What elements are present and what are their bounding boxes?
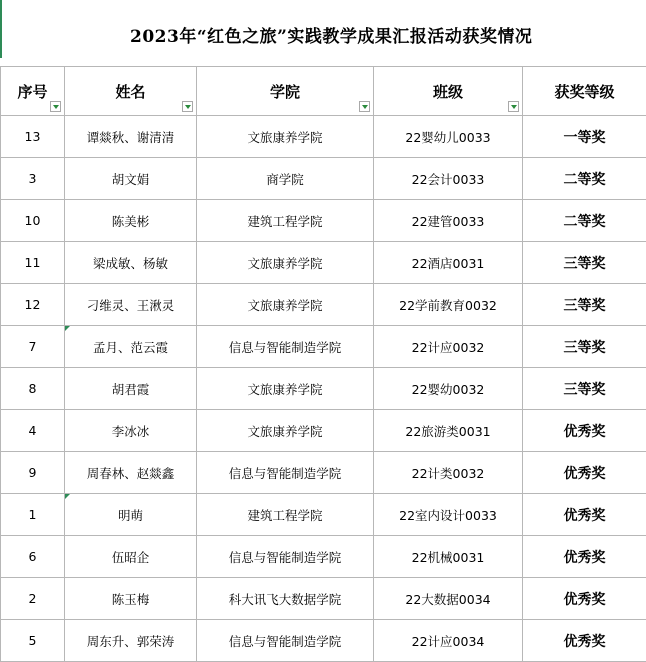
cell-college[interactable]: 文旅康养学院 <box>197 116 374 158</box>
cell-award[interactable]: 优秀奖 <box>523 536 646 578</box>
cell-award[interactable]: 优秀奖 <box>523 452 646 494</box>
cell-name[interactable]: 梁成敏、杨敏 <box>65 242 197 284</box>
header-class[interactable] <box>374 67 523 116</box>
cell-name[interactable]: 明萌 <box>65 494 197 536</box>
table-row <box>1 620 646 662</box>
cell-name[interactable]: 周春林、赵燚鑫 <box>65 452 197 494</box>
cell-award[interactable]: 优秀奖 <box>523 620 646 662</box>
header-award-label: 获奖等级 <box>554 83 614 101</box>
table-body <box>1 116 646 662</box>
cell-college[interactable]: 文旅康养学院 <box>197 242 374 284</box>
header-award[interactable] <box>523 67 646 116</box>
cell-award[interactable]: 二等奖 <box>523 200 646 242</box>
cell-no[interactable]: 1 <box>1 494 65 536</box>
cell-name[interactable]: 刁维灵、王湫灵 <box>65 284 197 326</box>
filter-dropdown-icon[interactable] <box>359 101 370 112</box>
cell-class[interactable]: 22婴幼0032 <box>374 368 523 410</box>
table-row <box>1 326 646 368</box>
cell-name[interactable]: 谭燚秋、谢清清 <box>65 116 197 158</box>
cell-no[interactable]: 5 <box>1 620 65 662</box>
cell-award[interactable]: 三等奖 <box>523 326 646 368</box>
cell-college[interactable]: 信息与智能制造学院 <box>197 326 374 368</box>
row-marker <box>0 0 2 58</box>
cell-no[interactable]: 12 <box>1 284 65 326</box>
cell-class[interactable]: 22计类0032 <box>374 452 523 494</box>
cell-college[interactable]: 建筑工程学院 <box>197 494 374 536</box>
cell-award[interactable]: 优秀奖 <box>523 578 646 620</box>
cell-class[interactable]: 22计应0032 <box>374 326 523 368</box>
header-name-label: 姓名 <box>115 83 145 101</box>
cell-name[interactable]: 李冰冰 <box>65 410 197 452</box>
cell-award[interactable]: 三等奖 <box>523 368 646 410</box>
cell-award[interactable]: 三等奖 <box>523 284 646 326</box>
cell-no[interactable]: 11 <box>1 242 65 284</box>
header-row <box>1 67 646 116</box>
filter-dropdown-icon[interactable] <box>182 101 193 112</box>
table-row <box>1 200 646 242</box>
cell-no[interactable]: 7 <box>1 326 65 368</box>
cell-no[interactable]: 10 <box>1 200 65 242</box>
cell-college[interactable]: 商学院 <box>197 158 374 200</box>
table-row <box>1 158 646 200</box>
cell-name[interactable]: 胡君霞 <box>65 368 197 410</box>
cell-name[interactable]: 陈玉梅 <box>65 578 197 620</box>
table-row <box>1 284 646 326</box>
cell-no[interactable]: 2 <box>1 578 65 620</box>
cell-college[interactable]: 文旅康养学院 <box>197 284 374 326</box>
cell-college[interactable]: 信息与智能制造学院 <box>197 536 374 578</box>
table-row <box>1 410 646 452</box>
cell-class[interactable]: 22计应0034 <box>374 620 523 662</box>
cell-name[interactable]: 伍昭企 <box>65 536 197 578</box>
cell-no[interactable]: 6 <box>1 536 65 578</box>
cell-class[interactable]: 22室内设计0033 <box>374 494 523 536</box>
cell-name[interactable]: 孟月、范云霞 <box>65 326 197 368</box>
sheet-title[interactable]: 2023年“红色之旅”实践教学成果汇报活动获奖情况 <box>130 22 532 47</box>
header-no[interactable] <box>1 67 65 116</box>
cell-class[interactable]: 22会计0033 <box>374 158 523 200</box>
cell-class[interactable]: 22婴幼儿0033 <box>374 116 523 158</box>
cell-class[interactable]: 22学前教育0032 <box>374 284 523 326</box>
table-row <box>1 368 646 410</box>
header-no-label: 序号 <box>17 83 47 101</box>
cell-college[interactable]: 信息与智能制造学院 <box>197 620 374 662</box>
cell-class[interactable]: 22机械0031 <box>374 536 523 578</box>
cell-name[interactable]: 陈美彬 <box>65 200 197 242</box>
table-row <box>1 452 646 494</box>
cell-college[interactable]: 文旅康养学院 <box>197 410 374 452</box>
cell-award[interactable]: 优秀奖 <box>523 410 646 452</box>
cell-name[interactable]: 周东升、郭荣涛 <box>65 620 197 662</box>
cell-college[interactable]: 信息与智能制造学院 <box>197 452 374 494</box>
cell-class[interactable]: 22酒店0031 <box>374 242 523 284</box>
header-college[interactable] <box>197 67 374 116</box>
cell-no[interactable]: 13 <box>1 116 65 158</box>
header-name[interactable] <box>65 67 197 116</box>
cell-college[interactable]: 文旅康养学院 <box>197 368 374 410</box>
header-college-label: 学院 <box>270 83 300 101</box>
table-row <box>1 536 646 578</box>
awards-table <box>0 66 646 662</box>
table-row <box>1 242 646 284</box>
cell-award[interactable]: 二等奖 <box>523 158 646 200</box>
cell-no[interactable]: 8 <box>1 368 65 410</box>
cell-no[interactable]: 9 <box>1 452 65 494</box>
cell-college[interactable]: 科大讯飞大数据学院 <box>197 578 374 620</box>
cell-award[interactable]: 三等奖 <box>523 242 646 284</box>
cell-class[interactable]: 22建管0033 <box>374 200 523 242</box>
cell-class[interactable]: 22大数据0034 <box>374 578 523 620</box>
cell-class[interactable]: 22旅游类0031 <box>374 410 523 452</box>
filter-dropdown-icon[interactable] <box>50 101 61 112</box>
cell-college[interactable]: 建筑工程学院 <box>197 200 374 242</box>
comment-indicator-icon <box>65 494 70 499</box>
filter-dropdown-icon[interactable] <box>508 101 519 112</box>
cell-no[interactable]: 3 <box>1 158 65 200</box>
cell-name[interactable]: 胡文娟 <box>65 158 197 200</box>
cell-award[interactable]: 优秀奖 <box>523 494 646 536</box>
table-row <box>1 494 646 536</box>
title-row[interactable] <box>0 0 646 67</box>
comment-indicator-icon <box>65 326 70 331</box>
cell-no[interactable]: 4 <box>1 410 65 452</box>
header-class-label: 班级 <box>433 83 463 101</box>
table-row <box>1 116 646 158</box>
table-row <box>1 578 646 620</box>
cell-award[interactable]: 一等奖 <box>523 116 646 158</box>
